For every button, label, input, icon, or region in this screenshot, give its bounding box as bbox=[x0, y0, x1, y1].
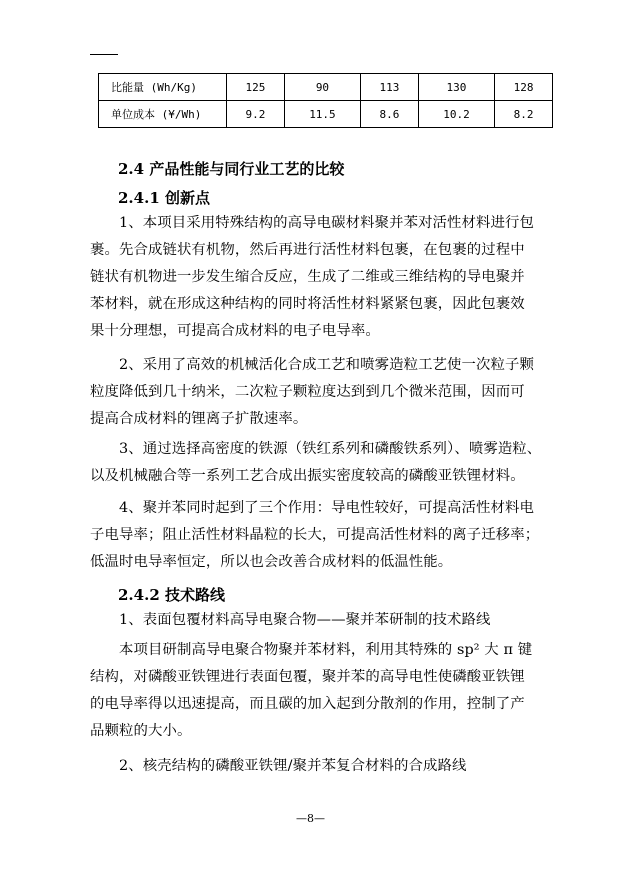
text-line: 2、核壳结构的磷酸亚铁锂/聚并苯复合材料的合成路线 bbox=[119, 758, 467, 774]
text-line: 果十分理想，可提高合成材料的电子电导率。 bbox=[90, 323, 380, 339]
text-line: 的电导率得以迅速提高，而且碳的加入起到分散剂的作用，控制了产 bbox=[90, 696, 525, 712]
text-line: 苯材料，就在形成这种结构的同时将活性材料紧紧包裹，因此包裹效 bbox=[90, 296, 525, 312]
text-line: 2、采用了高效的机械活化合成工艺和喷雾造粒工艺使一次粒子颗 bbox=[119, 357, 534, 373]
subsection-heading-innovation: 2.4.1 创新点 bbox=[118, 189, 210, 207]
table-row bbox=[99, 74, 553, 101]
text-line: 4、聚并苯同时起到了三个作用：导电性较好，可提高活性材料电 bbox=[119, 500, 534, 516]
paragraph-7 bbox=[90, 753, 542, 780]
text-line: 以及机械融合等一系列工艺合成出振实密度较高的磷酸亚铁锂材料。 bbox=[90, 468, 525, 484]
table-cell: 11.5 bbox=[284, 101, 360, 128]
subsection-heading-tech-route: 2.4.2 技术路线 bbox=[118, 586, 225, 604]
text-line: 3、通过选择高密度的铁源（铁红系列和磷酸铁系列）、喷雾造粒、 bbox=[119, 441, 542, 457]
table-cell: 8.6 bbox=[361, 101, 419, 128]
table-cell: 128 bbox=[495, 74, 553, 101]
text-line: 粒度降低到几十纳米，二次粒子颗粒度达到到几个微米范围，因而可 bbox=[90, 384, 525, 400]
table-cell: 单位成本 (¥/Wh) bbox=[99, 101, 227, 128]
paragraph-6 bbox=[90, 637, 542, 745]
text-line: 裹。先合成链状有机物，然后再进行活性材料包裹，在包裹的过程中 bbox=[90, 242, 525, 258]
table-cell: 125 bbox=[227, 74, 285, 101]
text-line: 结构，对磷酸亚铁锂进行表面包覆，聚并苯的高导电性使磷酸亚铁锂 bbox=[90, 669, 525, 685]
header-rule bbox=[90, 54, 118, 55]
text-line: 提高合成材料的锂离子扩散速率。 bbox=[90, 411, 308, 427]
paragraph-2 bbox=[90, 352, 542, 433]
table-cell: 130 bbox=[418, 74, 494, 101]
text-line: 本项目研制高导电聚合物聚并苯材料，利用其特殊的 sp² 大 π 键 bbox=[119, 642, 533, 658]
text-line: 1、本项目采用特殊结构的高导电碳材料聚并苯对活性材料进行包 bbox=[119, 215, 534, 231]
table-cell: 113 bbox=[361, 74, 419, 101]
table-cell: 比能量 (Wh/Kg) bbox=[99, 74, 227, 101]
text-line: 1、表面包覆材料高导电聚合物——聚并苯研制的技术路线 bbox=[119, 612, 491, 628]
page-number: —8— bbox=[296, 812, 325, 825]
table-cell: 8.2 bbox=[495, 101, 553, 128]
text-line: 低温时电导率恒定，所以也会改善合成材料的低温性能。 bbox=[90, 554, 453, 570]
paragraph-1 bbox=[90, 210, 542, 345]
text-line: 品颗粒的大小。 bbox=[90, 723, 192, 739]
performance-table bbox=[98, 73, 553, 128]
table-row bbox=[99, 101, 553, 128]
paragraph-3 bbox=[90, 436, 542, 490]
table-cell: 90 bbox=[284, 74, 360, 101]
paragraph-5 bbox=[90, 607, 542, 634]
paragraph-4 bbox=[90, 495, 542, 576]
section-heading: 2.4 产品性能与同行业工艺的比较 bbox=[118, 160, 345, 178]
text-line: 子电导率；阻止活性材料晶粒的长大，可提高活性材料的离子迁移率； bbox=[90, 527, 540, 543]
table-cell: 10.2 bbox=[418, 101, 494, 128]
table-cell: 9.2 bbox=[227, 101, 285, 128]
text-line: 链状有机物进一步发生缩合反应，生成了二维或三维结构的导电聚并 bbox=[90, 269, 525, 285]
